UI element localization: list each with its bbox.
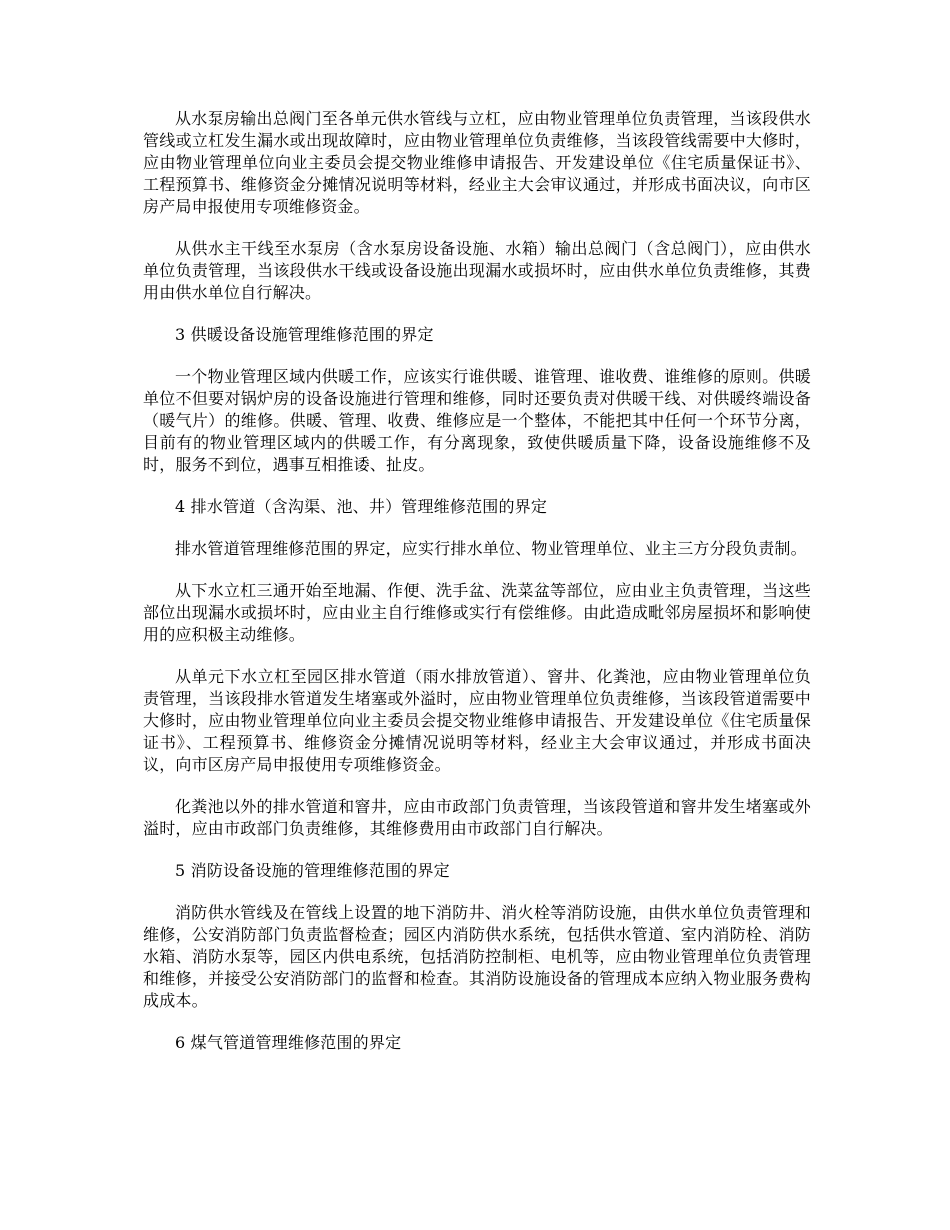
paragraph-water-pump-outlet: 从水泵房输出总阀门至各单元供水管线与立杠，应由物业管理单位负责管理，当该段供水管线或立杠发生漏水或出现故障时，应由物业管理单位负责维修，当该段管线需要中大修时，应由物业管理单位向业主委员会提交物业维修申请报告、开发建设单位《住宅质量保证书》、工程预算书、维修资金分摊情况说明等材料，经业主大会审议通过，并形成书面决议，向市区房产局申报使用专项维修资金。 bbox=[143, 109, 811, 216]
section-heading-drainage: 4 排水管道（含沟渠、池、井）管理维修范围的界定 bbox=[175, 497, 548, 516]
section-heading-heating: 3 供暖设备设施管理维修范围的界定 bbox=[175, 325, 434, 344]
paragraph-heating-principle: 一个物业管理区域内供暖工作，应该实行谁供暖、谁管理、谁收费、谁维修的原则。供暖单位不但要对锅炉房的设备设施进行管理和维修，同时还要负责对供暖干线、对供暖终端设备（暖气片）的维修。供暖、管理、收费、维修应是一个整体，不能把其中任何一个环节分离，目前有的物业管理区域内的供暖工作，有分离现象，致使供暖质量下降，设备设施维修不及时，服务不到位，遇事互相推诿、扯皮。 bbox=[143, 367, 811, 474]
paragraph-drainage-property: 从单元下水立杠至园区排水管道（雨水排放管道）、窨井、化粪池，应由物业管理单位负责管理，当该段排水管道发生堵塞或外溢时，应由物业管理单位负责维修，当该段管道需要中大修时，应由物业管理单位向业主委员会提交物业维修申请报告、开发建设单位《住宅质量保证书》、工程预算书、维修资金分摊情况说明等材料，经业主大会审议通过，并形成书面决议，向市区房产局申报使用专项维修资金。 bbox=[143, 667, 811, 774]
section-heading-fire-protection: 5 消防设备设施的管理维修范围的界定 bbox=[175, 861, 450, 880]
section-heading-gas-pipeline: 6 煤气管道管理维修范围的界定 bbox=[175, 1033, 402, 1052]
document-body bbox=[143, 108, 811, 1074]
paragraph-drainage-owner: 从下水立杠三通开始至地漏、作便、洗手盆、洗菜盆等部位，应由业主负责管理，当这些部位出现漏水或损坏时，应由业主自行维修或实行有偿维修。由此造成毗邻房屋损坏和影响使用的应积极主动维修。 bbox=[143, 581, 811, 644]
paragraph-drainage-municipal: 化粪池以外的排水管道和窨井，应由市政部门负责管理，当该段管道和窨井发生堵塞或外溢时，应由市政部门负责维修，其维修费用由市政部门自行解决。 bbox=[143, 797, 811, 838]
paragraph-drainage-responsibility: 排水管道管理维修范围的界定，应实行排水单位、物业管理单位、业主三方分段负责制。 bbox=[175, 539, 807, 558]
paragraph-water-main-supply: 从供水主干线至水泵房（含水泵房设备设施、水箱）输出总阀门（含总阀门），应由供水单位负责管理，当该段供水干线或设备设施出现漏水或损坏时，应由供水单位负责维修，其费用由供水单位自行解决。 bbox=[143, 239, 811, 302]
paragraph-fire-protection: 消防供水管线及在管线上设置的地下消防井、消火栓等消防设施，由供水单位负责管理和维修，公安消防部门负责监督检查；园区内消防供水系统，包括供水管道、室内消防栓、消防水箱、消防水泵等，园区内供电系统，包括消防控制柜、电机等，应由物业管理单位负责管理和维修，并接受公安消防部门的监督和检查。其消防设施设备的管理成本应纳入物业服务费构成成本。 bbox=[143, 903, 811, 1010]
